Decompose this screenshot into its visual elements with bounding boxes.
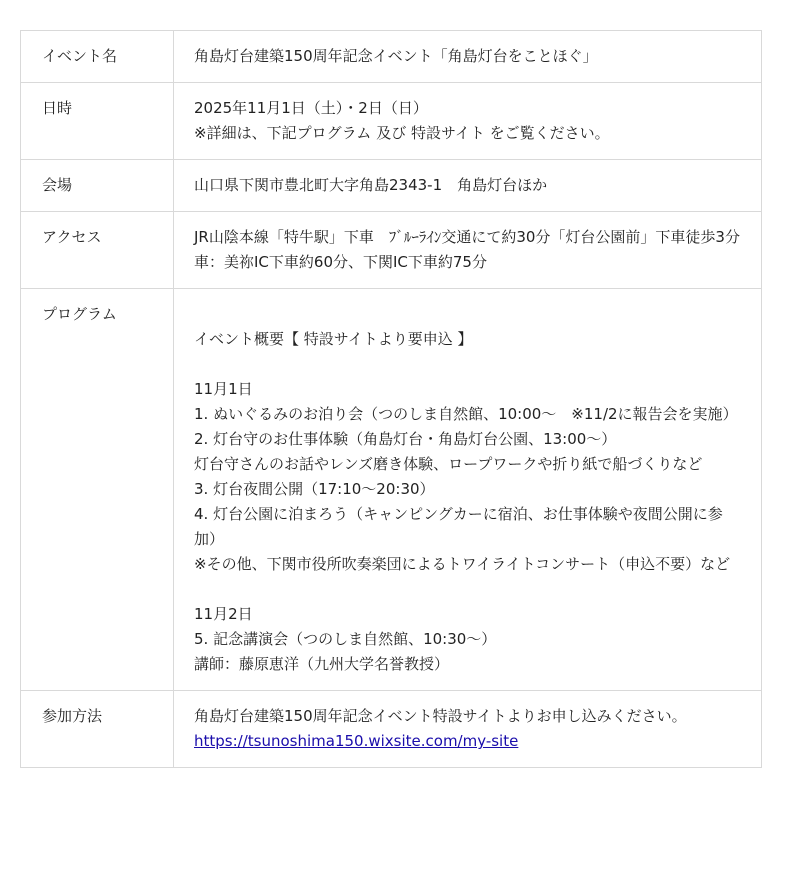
spacer [194,302,743,327]
row-datetime [21,83,762,160]
participation-text: 角島灯台建築150周年記念イベント特設サイトよりお申し込みください。 [194,707,687,725]
label-datetime: 日時 [21,83,174,160]
program-item: 1. ぬいぐるみのお泊り会（つのしま自然館、10:00～ ※11/2に報告会を実施） [194,405,738,423]
program-day1-date: 11月1日 [194,380,253,398]
program-item: 5. 記念講演会（つのしま自然館、10:30～） [194,630,497,648]
label-access: アクセス [21,212,174,289]
value-access [174,212,762,289]
label-event-name: イベント名 [21,31,174,83]
program-day2-date: 11月2日 [194,605,253,623]
access-car: 車：美祢IC下車約60分、下関IC下車約75分 [194,253,487,271]
program-item: ※その他、下関市役所吹奏楽団によるトワイライトコンサート（申込不要）など [194,555,731,573]
value-program [174,289,762,691]
spacer [194,577,743,602]
row-venue [21,160,762,212]
value-event-name: 角島灯台建築150周年記念イベント「角島灯台をことほぐ」 [174,31,762,83]
datetime-note: ※詳細は、下記プログラム 及び 特設サイト をご覧ください。 [194,124,610,142]
event-info-table [20,30,762,768]
label-participation: 参加方法 [21,691,174,768]
program-item: 灯台守さんのお話やレンズ磨き体験、ロープワークや折り紙で船づくりなど [194,455,703,473]
row-access [21,212,762,289]
datetime-line: 2025年11月1日（土）・2日（日） [194,99,428,117]
program-item: 講師：藤原恵洋（九州大学名誉教授） [194,655,450,673]
label-venue: 会場 [21,160,174,212]
access-train: JR山陰本線「特牛駅」下車 ﾌﾞﾙｰﾗｲﾝ交通にて約30分「灯台公園前」下車徒歩3分 [194,228,740,246]
program-item: 4. 灯台公園に泊まろう（キャンピングカーに宿泊、お仕事体験や夜間公開に参加） [194,505,723,548]
event-info-section [20,30,762,768]
label-program: プログラム [21,289,174,691]
value-participation [174,691,762,768]
special-site-link[interactable]: https://tsunoshima150.wixsite.com/my-site [194,732,519,750]
row-event-name [21,31,762,83]
program-item: 2. 灯台守のお仕事体験（角島灯台・角島灯台公園、13:00～） [194,430,617,448]
program-item: 3. 灯台夜間公開（17:10～20:30） [194,480,435,498]
program-overview: イベント概要【 特設サイトより要申込 】 [194,330,473,348]
row-program [21,289,762,691]
value-datetime [174,83,762,160]
value-venue: 山口県下関市豊北町大字角島2343-1 角島灯台ほか [174,160,762,212]
row-participation [21,691,762,768]
spacer [194,352,743,377]
